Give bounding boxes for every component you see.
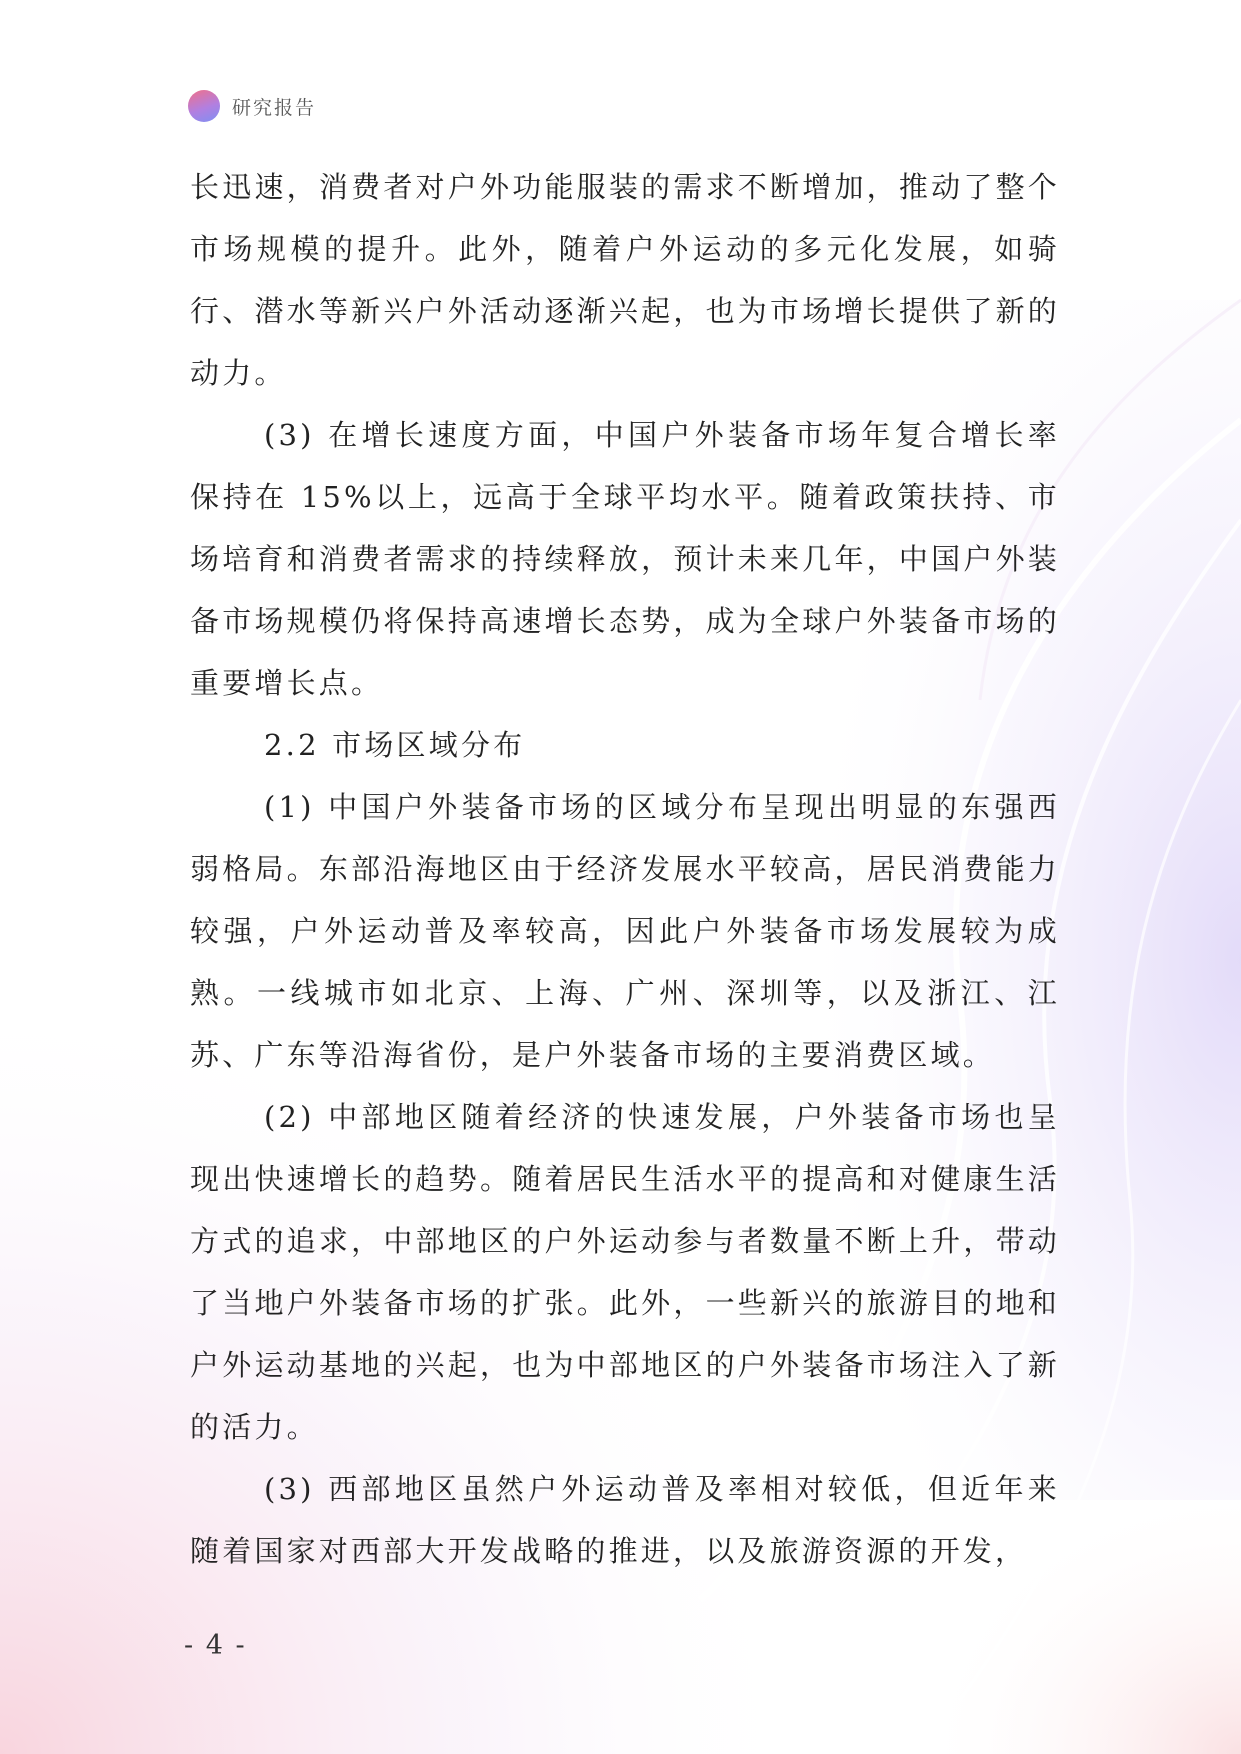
paragraph-east-region: (1) 中国户外装备市场的区域分布呈现出明显的东强西弱格局。东部沿海地区由于经济发展水平较高，居民消费能力较强，户外运动普及率较高，因此户外装备市场发展较为成熟。一线城市如北京、上海、广州、深圳等，以及浙江、江苏、广东等沿海省份，是户外装备市场的主要消费区域。 [190, 790, 1060, 1072]
paragraph-growth-rate: (3) 在增长速度方面，中国户外装备市场年复合增长率保持在 15%以上，远高于全球平均水平。随着政策扶持、市场培育和消费者需求的持续释放，预计未来几年，中国户外装备市场规模仍将保持高速增长态势，成为全球户外装备市场的重要增长点。 [190, 418, 1060, 700]
report-header [188, 88, 316, 124]
paragraph-central-region: (2) 中部地区随着经济的快速发展，户外装备市场也呈现出快速增长的趋势。随着居民生活水平的提高和对健康生活方式的追求，中部地区的户外运动参与者数量不断上升，带动了当地户外装备市场的扩张。此外，一些新兴的旅游目的地和户外运动基地的兴起，也为中部地区的户外装备市场注入了新的活力。 [190, 1100, 1060, 1444]
body-text [190, 156, 1060, 1582]
section-heading: 2.2 市场区域分布 [264, 728, 526, 762]
logo-circle-icon [188, 90, 220, 122]
paragraph-west-region: (3) 西部地区虽然户外运动普及率相对较低，但近年来随着国家对西部大开发战略的推进，以及旅游资源的开发， [190, 1472, 1060, 1568]
page-number: - 4 - [184, 1630, 247, 1661]
paragraph-continuation: 长迅速，消费者对户外功能服装的需求不断增加，推动了整个市场规模的提升。此外，随着户外运动的多元化发展，如骑行、潜水等新兴户外活动逐渐兴起，也为市场增长提供了新的动力。 [190, 170, 1060, 390]
header-label: 研究报告 [232, 96, 317, 119]
